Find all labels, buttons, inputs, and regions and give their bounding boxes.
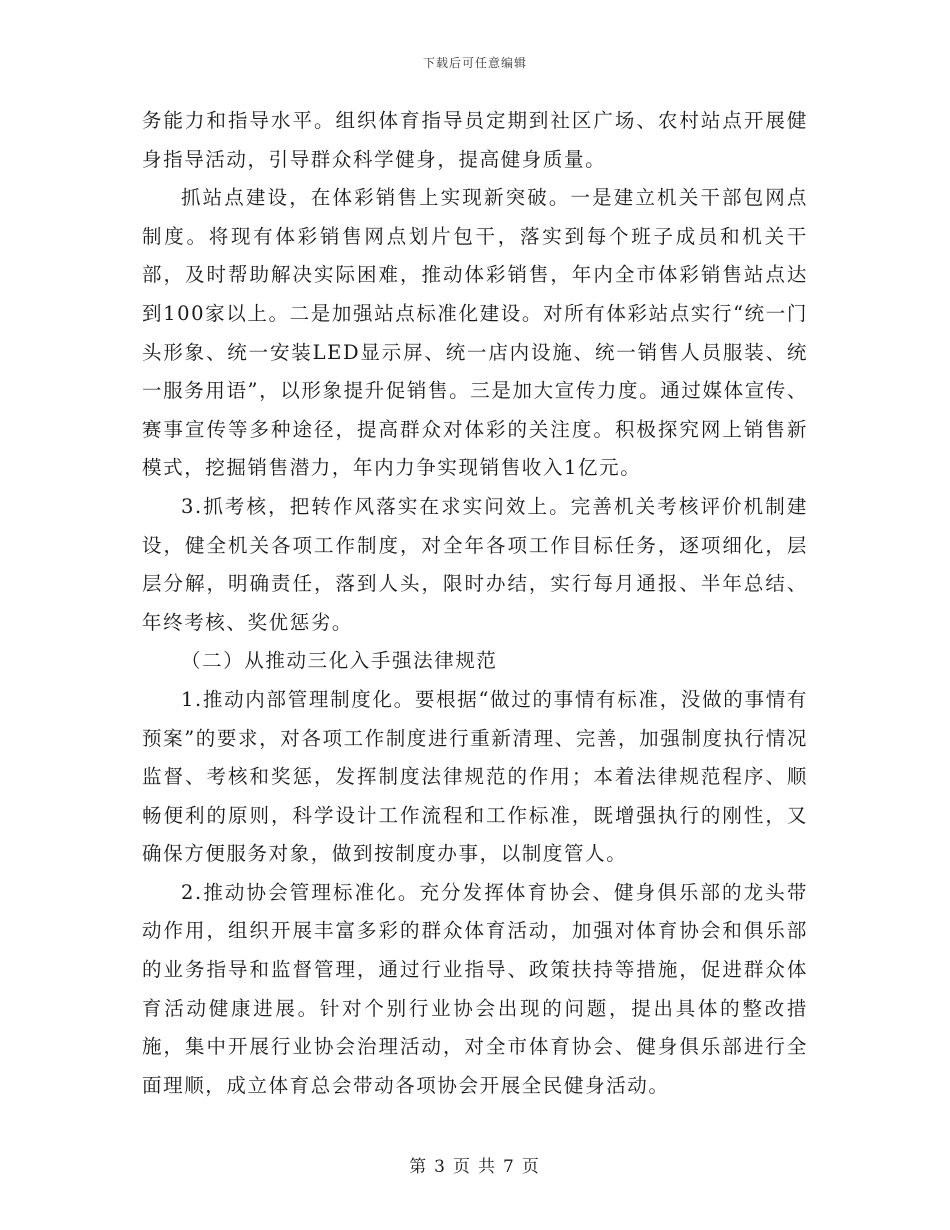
document-body xyxy=(142,102,808,1105)
footer-page-word: 页 xyxy=(453,1157,472,1177)
section-heading: （二）从推动三化入手强法律规范 xyxy=(181,649,498,673)
page-header: 下载后可任意编辑 xyxy=(422,56,527,70)
footer-current-page: 3 xyxy=(434,1157,447,1177)
paragraph-1: 务能力和指导水平。组织体育指导员定期到社区广场、农村站点开展健身指导活动，引导群众科学健身，提高健身质量。 xyxy=(142,109,808,171)
paragraph-2: 抓站点建设，在体彩销售上实现新突破。一是建立机关干部包网点制度。将现有体彩销售网点划片包干，落实到每个班子成员和机关干部，及时帮助解决实际困难，推动体彩销售，年内全市体彩销售站点达到100家以上。二是加强站点标准化建设。对所有体彩站点实行“统一门头形象、统一安装LED显示屏、统一店内设施、统一销售人员服装、统一服务用语”，以形象提升促销售。三是加大宣传力度。通过媒体宣传、赛事宣传等多种途径，提高群众对体彩的关注度。积极探究网上销售新模式，挖掘销售潜力，年内力争实现销售收入1亿元。 xyxy=(142,186,808,480)
footer-suffix: 页 xyxy=(521,1157,541,1177)
footer-prefix: 第 xyxy=(409,1157,429,1177)
paragraph-5: 2.推动协会管理标准化。充分发挥体育协会、健身俱乐部的龙头带动作用，组织开展丰富多彩的群众体育活动，加强对体育协会和俱乐部的业务指导和监督管理，通过行业指导、政策扶持等措施，促进群众体育活动健康进展。针对个别行业协会出现的问题，提出具体的整改措施，集中开展行业协会治理活动，对全市体育协会、健身俱乐部进行全面理顺，成立体育总会带动各项协会开展全民健身活动。 xyxy=(142,880,808,1097)
paragraph-4: 1.推动内部管理制度化。要根据“做过的事情有标准，没做的事情有预案”的要求，对各项工作制度进行重新清理、完善，加强制度执行情况监督、考核和奖惩，发挥制度法律规范的作用；本着法律规范程序、顺畅便利的原则，科学设计工作流程和工作标准，既增强执行的刚性，又确保方便服务对象，做到按制度办事，以制度管人。 xyxy=(142,687,808,866)
page-footer xyxy=(0,1152,950,1177)
footer-total-word: 共 xyxy=(478,1157,497,1177)
footer-total-pages: 7 xyxy=(503,1157,516,1177)
paragraph-3: 3.抓考核，把转作风落实在求实问效上。完善机关考核评价机制建设，健全机关各项工作制度，对全年各项工作目标任务，逐项细化，层层分解，明确责任，落到人头，限时办结，实行每月通报、半年总结、年终考核、奖优惩劣。 xyxy=(142,494,808,634)
